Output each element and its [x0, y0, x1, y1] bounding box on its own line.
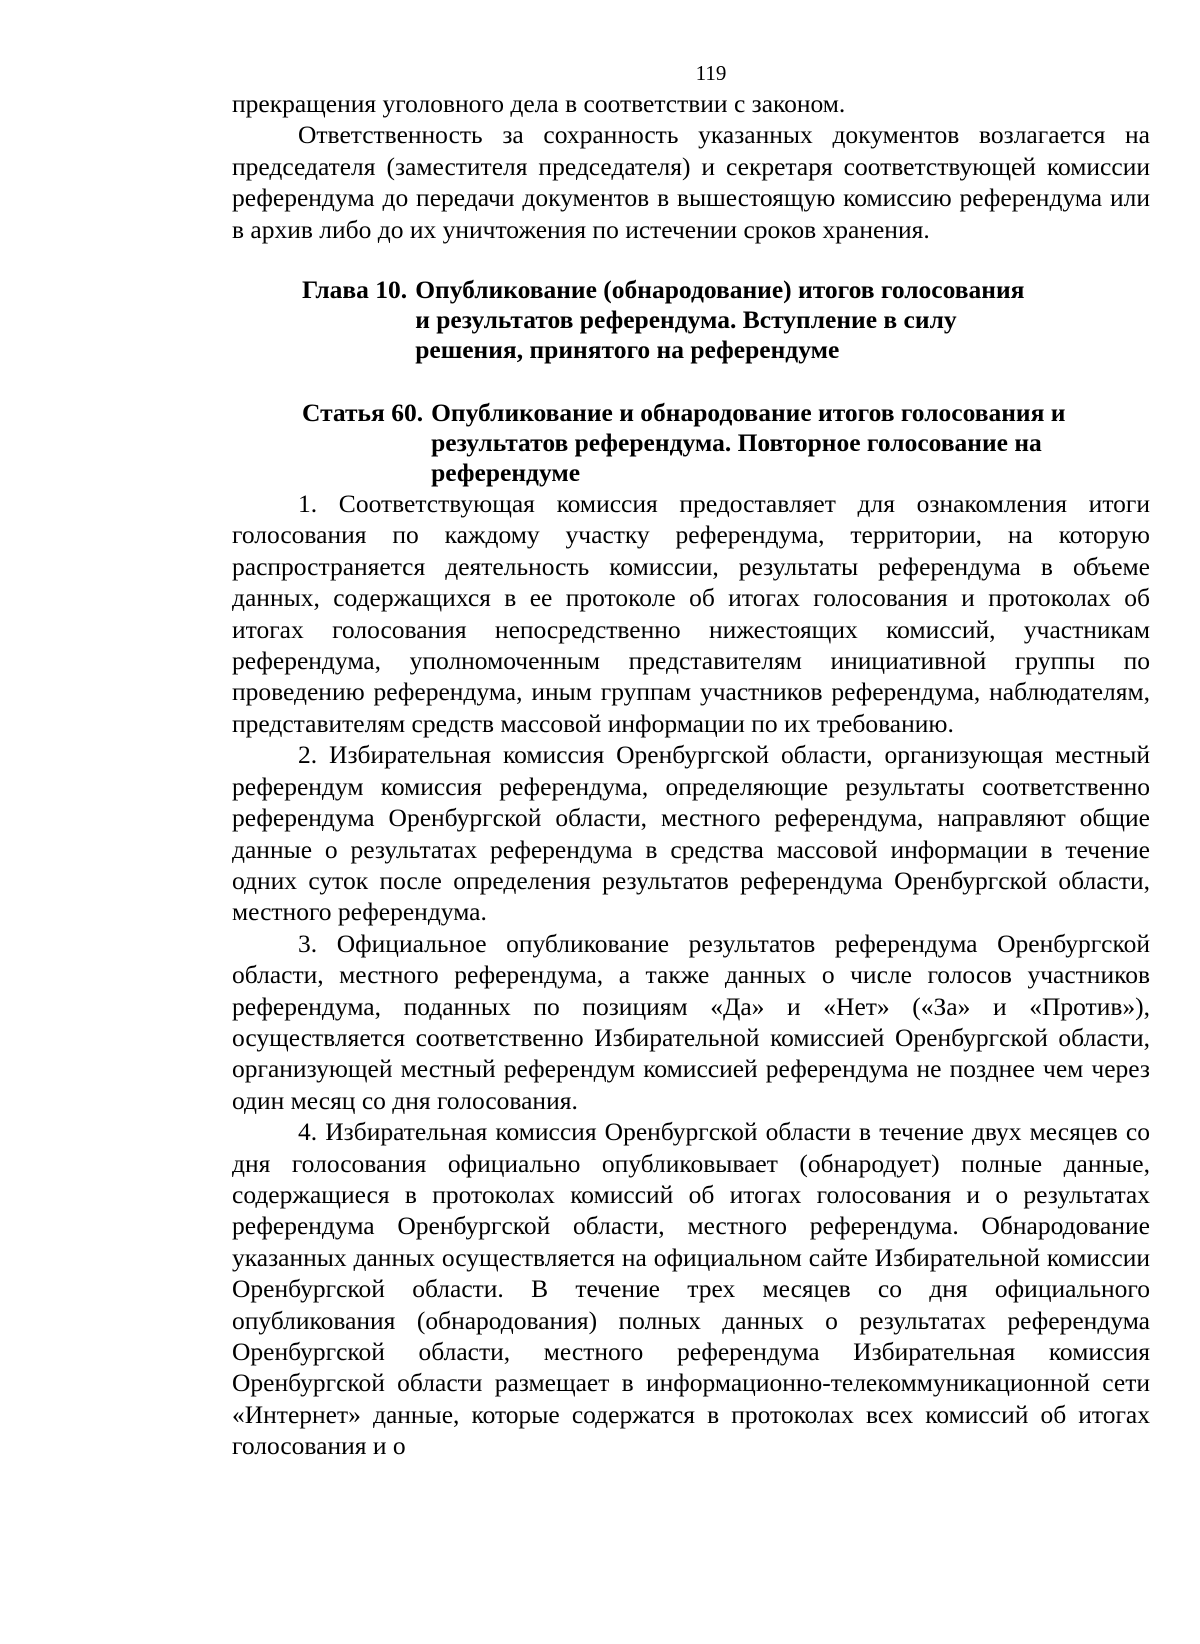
chapter-title: Опубликование (обнародование) итогов голосования и результатов референдума. Вступление в силу решения, принятого на референдуме: [415, 275, 1025, 365]
chapter-label: Глава 10.: [302, 275, 408, 305]
page-number: 119: [695, 61, 727, 85]
paragraph-responsibility: Ответственность за сохранность указанных документов возлагается на председателя (заместителя председателя) и секретаря соответствующей комиссии референдума до передачи документов в вышестоящую комиссию референдума или в архив либо до их уничтожения по истечении сроков хранения.: [232, 120, 1150, 244]
article-paragraph-3: 3. Официальное опубликование результатов референдума Оренбургской области, местного референдума, а также данных о числе голосов участников референдума, поданных по позициям «Да» и «Нет» («За» и «Против»), осуществляется соответственно Избирательной комиссией Оренбургской области, организующей местный референдум комиссией референдума не позднее чем через один месяц со дня голосования.: [232, 928, 1150, 1115]
paragraph-continuation: прекращения уголовного дела в соответствии с законом.: [232, 89, 846, 118]
article-paragraph-2: 2. Избирательная комиссия Оренбургской области, организующая местный референдум комиссия референдума, определяющие результаты соответственно референдума Оренбургской области, местного референдума, направляют общие данные о результатах референдума в средства массовой информации в течение одних суток после определения результатов референдума Оренбургской области, местного референдума.: [232, 740, 1150, 927]
article-paragraph-4: 4. Избирательная комиссия Оренбургской области в течение двух месяцев со дня голосования официально опубликовывает (обнародует) полные данные, содержащиеся в протоколах комиссий об итогах голосования и о результатах референдума Оренбургской области, местного референдума. Обнародование указанных данных осуществляется на официальном сайте Избирательной комиссии Оренбургской области. В течение трех месяцев со дня официального опубликования (обнародования) полных данных о результатах референдума Оренбургской области, местного референдума Избирательная комиссия Оренбургской области размещает в информационно-телекоммуникационной сети «Интернет» данные, которые содержатся в протоколах всех комиссий об итогах голосования и о: [232, 1117, 1150, 1461]
document-page: [232, 58, 1150, 1462]
article-label: Статья 60.: [302, 398, 424, 428]
article-paragraph-1: 1. Соответствующая комиссия предоставляет для ознакомления итоги голосования по каждому участку референдума, территории, на которую распространяется деятельность комиссии, результаты референдума в объеме данных, содержащихся в ее протоколе об итогах голосования и протоколах об итогах голосования непосредственно нижестоящих комиссий, участникам референдума, уполномоченным представителям инициативной группы по проведению референдума, иным группам участников референдума, наблюдателям, представителям средств массовой информации по их требованию.: [232, 489, 1150, 738]
chapter-heading: [232, 275, 1150, 365]
article-title: Опубликование и обнародование итогов голосования и результатов референдума. Повторное голосование на референдуме: [431, 398, 1066, 488]
article-heading: [232, 398, 1150, 488]
